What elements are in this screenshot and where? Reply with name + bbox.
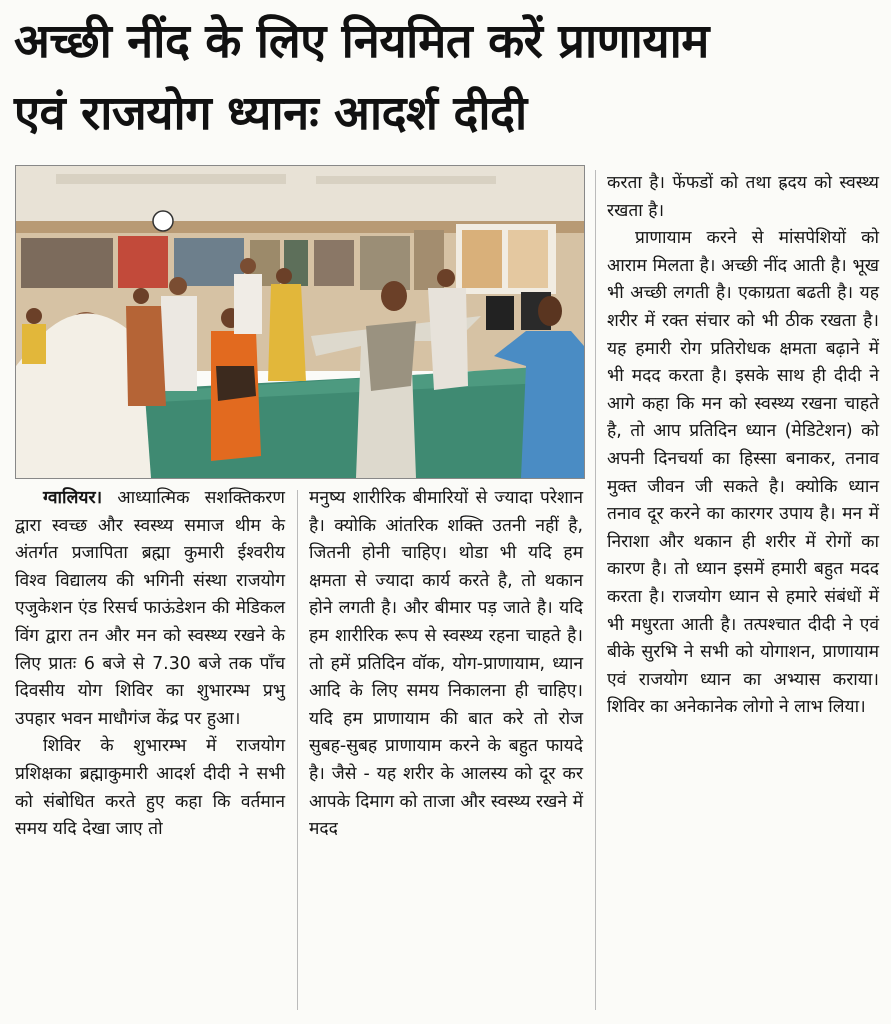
column-divider [595,170,596,1010]
paragraph-text: आध्यात्मिक सशक्तिकरण द्वारा स्वच्छ और स्वस्थ्य समाज थीम के अंतर्गत प्रजापिता ब्रह्मा कुमारी ईश्वरीय विश्व विद्यालय की भगिनी संस्था राजयोग एजुकेशन एंड रिसर्च फाऊंडेशन की मेडिकल विंग द्वारा तन और मन को स्वस्थ्य रखने के लिए प्रातः 6 बजे से 7.30 बजे तक पाँच दिवसीय योग शिविर का शुभारम्भ प्रभु उपहार भवन माधौगंज केंद्र पर हुआ। [15,488,285,729]
news-photo [15,165,585,479]
article-paragraph: मनुष्य शारीरिक बीमारियों से ज्यादा परेशान है। क्योकि आंतरिक शक्ति उतनी नहीं है, जितनी होनी चाहिए। थोडा भी यदि हम क्षमता से ज्यादा कार्य करते है, तो थकान होने लगती है। और बीमार पड़ जाते है। यदि हम शारीरिक रूप से स्वस्थ्य रहना चाहते है। तो हमें प्रतिदिन वॉक, योग-प्राणायाम, ध्यान आदि के लिए समय निकालना ही चाहिए। यदि हम प्राणायाम की बात करे तो रोज सुबह-सुबह प्राणायाम करने के बहुत फायदे है। जैसे - यह शरीर के आलस्य को दूर कर आपके दिमाग को ताजा और स्वस्थ्य रखने में मदद [309,488,583,840]
photo-yoga-session-icon [16,166,584,478]
article-paragraph: प्राणायाम करने से मांसपेशियों को आराम मिलता है। अच्छी नींद आती है। भूख भी अच्छी लगती है। एकाग्रता बढती है। यह शरीर में रक्त संचार को भी ठीक रखता है। यह हमारी रोग प्रतिरोधक क्षमता बढ़ाने में भी मदद करता है। इसके साथ ही दीदी ने आगे कहा कि मन को स्वस्थ्य रखना चाहते है, तो आप प्रतिदिन ध्यान (मेडिटेशन) को अपनी दिनचर्या का हिस्सा बनाकर, तनाव मुक्त जीवन जी सकते है। क्योकि ध्यान तनाव दूर करने का कारगर उपाय है। मन में निराशा और थकान ही शरीर में रोगों का कारण है। तो ध्यान इसमें हमारी बहुत मदद करता है। राजयोग ध्यान से हमारे संबंधों में भी मधुरता आती है। तत्पश्चात दीदी ने एवं बीके सुरभि ने सभी को योगाशन, प्राणायाम एवं राजयोग ध्यान का अभ्यास कराया। शिविर का अनेकानेक लोगो ने लाभ लिया। [607,228,879,718]
article-paragraph: करता है। फेंफडों को तथा ह्रदय को स्वस्थ्य रखता है। [607,173,879,221]
headline-line-2: एवं राजयोग ध्यानः आदर्श दीदी [14,86,527,141]
article-column-1 [15,485,285,844]
article-paragraph: शिविर के शुभारम्भ में राजयोग प्रशिक्षका ब्रह्माकुमारी आदर्श दीदी ने सभी को संबोधित करते हुए कहा कि वर्तमान समय यदि देखा जाए तो [15,736,285,840]
article-paragraph [15,485,285,733]
column-divider [297,490,298,1010]
headline [14,6,884,150]
headline-line-1: अच्छी नींद के लिए नियमित करें प्राणायाम [14,14,709,69]
article-column-3 [607,170,879,722]
dateline: ग्वालियर। [43,488,103,508]
article-column-2 [309,485,583,844]
